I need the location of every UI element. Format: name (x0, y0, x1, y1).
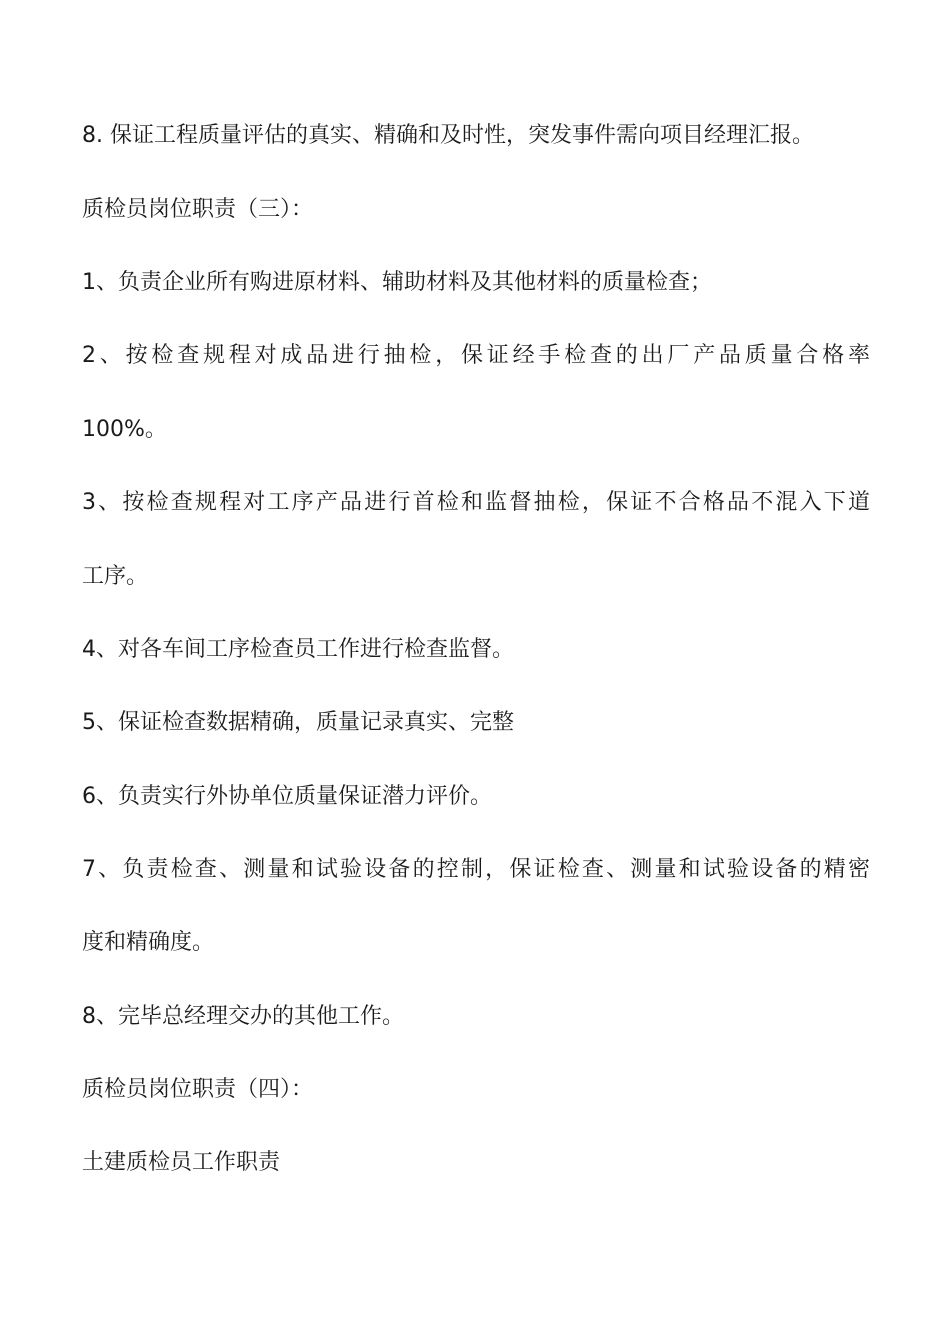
section-heading: 质检员岗位职责（三）： (82, 197, 314, 222)
section-heading: 土建质检员工作职责 (82, 1150, 281, 1175)
paragraph-line: 5、保证检查数据精确，质量记录真实、完整 (82, 710, 514, 735)
paragraph-line: 1、负责企业所有购进原材料、辅助材料及其他材料的质量检查； (82, 270, 712, 295)
paragraph-line: 工序。 (82, 564, 149, 589)
paragraph-line: 3、按检查规程对工序产品进行首检和监督抽检，保证不合格品不混入下道 (82, 490, 870, 515)
paragraph-line: 100%。 (82, 417, 167, 442)
paragraph-line: 7、负责检查、测量和试验设备的控制，保证检查、测量和试验设备的精密 (82, 857, 870, 882)
section-heading: 质检员岗位职责（四）： (82, 1077, 314, 1102)
paragraph-line: 度和精确度。 (82, 930, 215, 955)
paragraph-line: 8、完毕总经理交办的其他工作。 (82, 1004, 404, 1029)
paragraph-line: 2、按检查规程对成品进行抽检，保证经手检查的出厂产品质量合格率 (82, 343, 870, 368)
paragraph-line: 4、对各车间工序检查员工作进行检查监督。 (82, 637, 514, 662)
paragraph-line: 6、负责实行外协单位质量保证潜力评价。 (82, 784, 492, 809)
paragraph-line: 8. 保证工程质量评估的真实、精确和及时性，突发事件需向项目经理汇报。 (82, 123, 814, 148)
